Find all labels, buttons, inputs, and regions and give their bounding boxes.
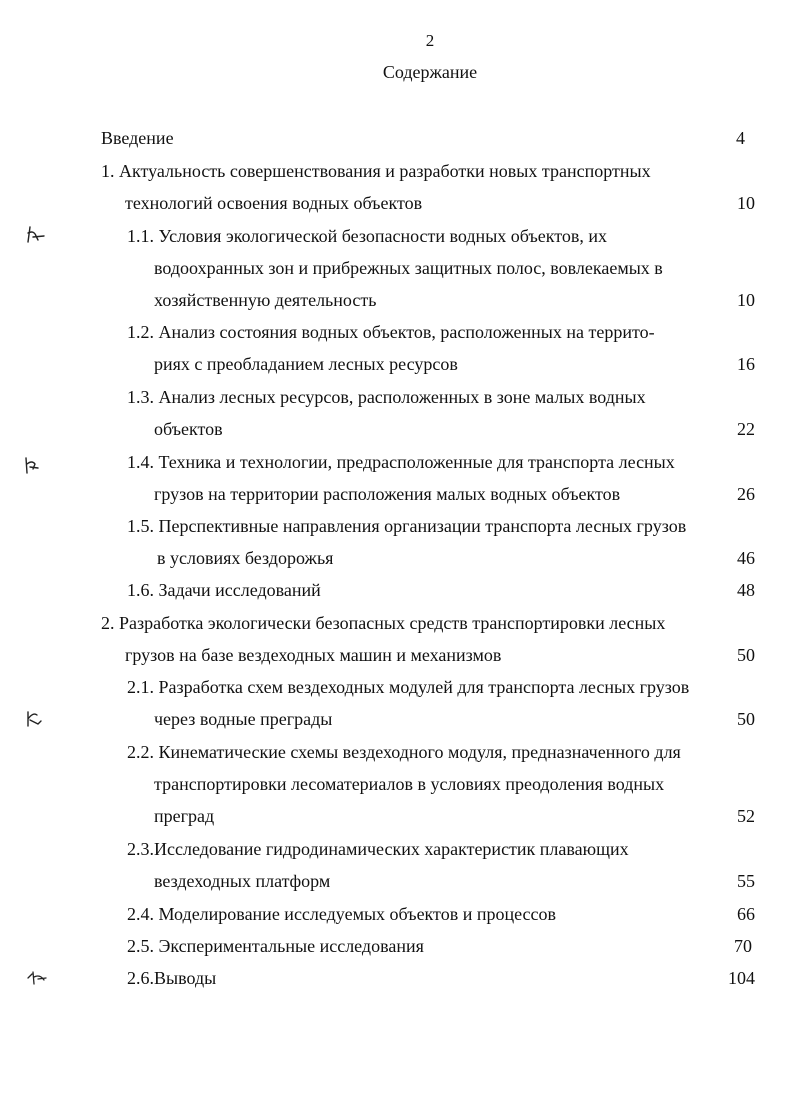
toc-entry-1-1-cont2: хозяйственную деятельность	[154, 290, 377, 310]
toc-entry-2-3: 2.3.Исследование гидродинамических характеристик плавающих	[127, 839, 629, 859]
handwritten-mark-4	[24, 968, 54, 990]
toc-page-2: 50	[737, 645, 755, 665]
handwritten-mark-2	[20, 454, 50, 476]
toc-entry-1-3-cont: объектов	[154, 419, 223, 439]
handwritten-mark-1	[22, 224, 52, 246]
handwritten-mark-3	[22, 708, 52, 730]
toc-page-1-2: 16	[737, 354, 755, 374]
toc-page-2-3: 55	[737, 871, 755, 891]
toc-page-1-1: 10	[737, 290, 755, 310]
toc-page-1-4: 26	[737, 484, 755, 504]
toc-entry-2-3-cont: вездеходных платформ	[154, 871, 331, 891]
toc-entry-1-2: 1.2. Анализ состояния водных объектов, расположенных на террито-	[127, 322, 655, 342]
toc-entry-1-4-cont: грузов на территории расположения малых водных объектов	[154, 484, 621, 504]
toc-page-intro: 4	[736, 128, 745, 148]
toc-entry-1-2-cont: риях с преобладанием лесных ресурсов	[154, 354, 458, 374]
toc-entry-1: 1. Актуальность совершенствования и разработки новых транспортных	[101, 161, 651, 181]
toc-entry-2-1: 2.1. Разработка схем вездеходных модулей для транспорта лесных грузов	[127, 677, 690, 697]
toc-entry-1-cont: технологий освоения водных объектов	[125, 193, 423, 213]
toc-entry-intro: Введение	[101, 128, 174, 148]
toc-page-1-5: 46	[737, 548, 755, 568]
toc-entry-1-6: 1.6. Задачи исследований	[127, 580, 321, 600]
toc-page-1-3: 22	[737, 419, 755, 439]
toc-entry-1-1: 1.1. Условия экологической безопасности водных объектов, их	[127, 226, 608, 246]
toc-entry-2-cont: грузов на базе вездеходных машин и механизмов	[125, 645, 502, 665]
toc-entry-2-6: 2.6.Выводы	[127, 968, 217, 988]
toc-page-2-2: 52	[737, 806, 755, 826]
toc-entry-1-3: 1.3. Анализ лесных ресурсов, расположенных в зоне малых водных	[127, 387, 646, 407]
toc-entry-2-2-cont: транспортировки лесоматериалов в условиях преодоления водных	[154, 774, 665, 794]
toc-entry-2-1-cont: через водные преграды	[154, 709, 333, 729]
toc-entry-1-1-cont: водоохранных зон и прибрежных защитных полос, вовлекаемых в	[154, 258, 663, 278]
toc-page-2-5: 70	[734, 936, 752, 956]
toc-page-2-1: 50	[737, 709, 755, 729]
toc-page-1: 10	[737, 193, 755, 213]
toc-entry-2-2-cont2: преград	[154, 806, 215, 826]
toc-entry-1-5: 1.5. Перспективные направления организации транспорта лесных грузов	[127, 516, 687, 536]
page-title: Содержание	[382, 62, 478, 82]
toc-entry-2-5: 2.5. Экспериментальные исследования	[127, 936, 424, 956]
toc-entry-1-5-cont: в условиях бездорожья	[157, 548, 334, 568]
toc-entry-2: 2. Разработка экологически безопасных средств транспортировки лесных	[101, 613, 666, 633]
toc-page-2-6: 104	[728, 968, 755, 988]
page-number: 2	[425, 31, 435, 50]
toc-entry-2-4: 2.4. Моделирование исследуемых объектов и процессов	[127, 904, 557, 924]
toc-page-1-6: 48	[737, 580, 755, 600]
toc-page-2-4: 66	[737, 904, 755, 924]
toc-entry-1-4: 1.4. Техника и технологии, предрасположенные для транспорта лесных	[127, 452, 675, 472]
toc-entry-2-2: 2.2. Кинематические схемы вездеходного модуля, предназначенного для	[127, 742, 681, 762]
